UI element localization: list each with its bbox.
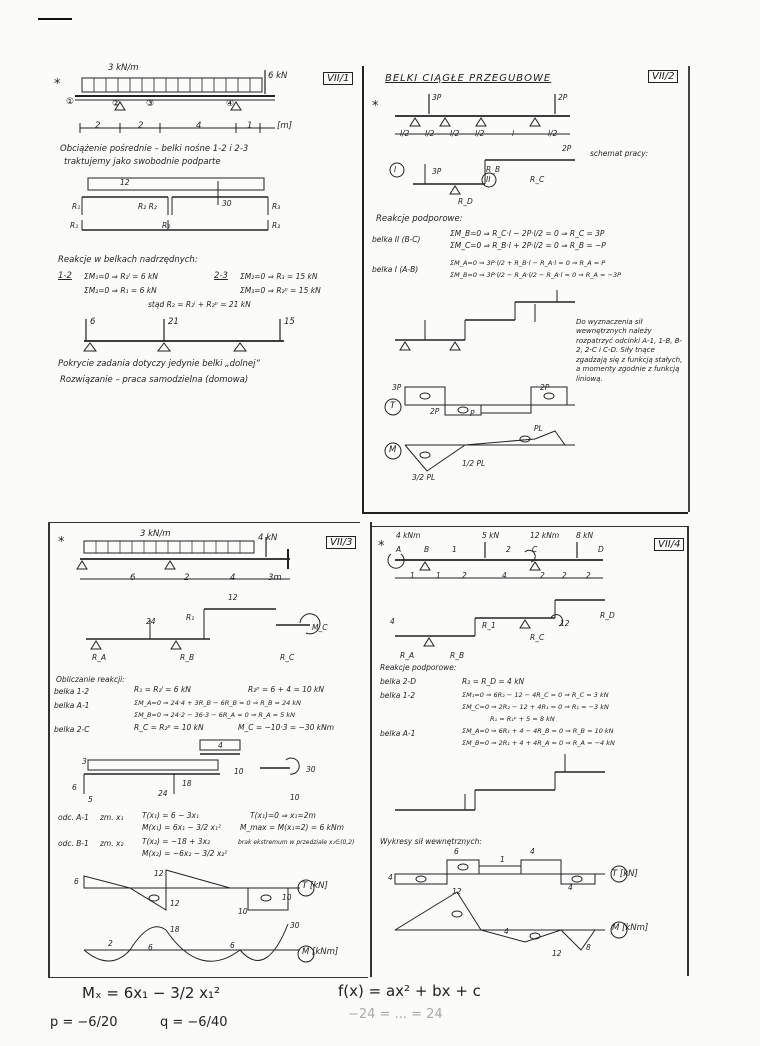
b2c-eq2-3: M_C = −10·3 = −30 kNm [238,723,335,732]
t3-val-12b: 12 [170,899,180,908]
m-unit-3: M [kNm] [302,947,339,957]
svg-text:③: ③ [146,99,155,109]
span-4: 1 [247,121,253,131]
fbd-panel2 [385,290,585,370]
supp4-c: C [532,545,538,554]
load-2p: 2P [558,93,568,102]
beam-I-eq1: ΣM_A=0 ⇒ 3P·l/2 + R_B·l − R_A·l = 0 ⇒ R_A = P [450,259,606,267]
m-diagram-label: M [389,445,397,455]
m3-val-18: 18 [170,925,180,934]
r12-eq-a: ΣM₁=0 ⇒ R₂ˡ = 6 kN [84,272,158,281]
t-val-3p: 3P [392,383,402,392]
text-line-4: Rozwiązanie – praca samodzielna (domowa) [60,375,249,385]
reakcje-title-4: Reakcje podporowe: [380,663,457,672]
span4-1a: 1 [410,571,415,580]
m4-val-4: 4 [504,927,509,936]
m3-val-2: 2 [108,939,113,948]
t3-val-12a: 12 [154,869,164,878]
bottom-formula-2: p = −6/20 [50,1015,118,1030]
t-x2: T(x₂) = −18 + 3x₂ [142,837,211,846]
text-line-1: Obciążenie pośrednie – belki nośne 1-2 i 2-3 [60,144,249,154]
beam-I-eq2: ΣM_B=0 ⇒ 3P·l/2 − R_A·l/2 − R_A·l = 0 ⇒ R_A = −3P [450,271,622,279]
svg-text:②: ② [112,99,121,109]
beam2-lbl-r2: R₂ [162,221,171,230]
span3-4: 4 [230,573,236,583]
scheme-label-II: II [486,175,491,184]
span3-3m: 3m [268,573,282,583]
m-val-pl: PL [534,424,543,433]
star-mark-4: * [378,539,385,554]
fbd2-val-24: 24 [158,789,168,798]
span-unit: [m] [277,121,292,131]
m-val-1-2pl: 1/2 PL [462,459,486,468]
schemat-label: schemat pracy: [590,149,649,158]
span4-2b: 2 [540,571,545,580]
span-1: 2 [95,121,101,131]
page-title-vii-3: VII/3 [326,536,356,549]
supp4-b: B [424,545,430,554]
t3-val-10a: 10 [238,907,248,916]
r23-eq-a: ΣM₂=0 ⇒ R₃ = 15 kN [240,272,318,281]
divider-panel2-left [362,66,364,512]
ba1-label-4: belka A-1 [380,729,416,738]
text-line-3: Pokrycie zadania dotyczy jedynie belki „dolnej” [58,359,260,369]
load-q-3: 3 kN/m [140,529,171,539]
scheme-3p: 3P [432,167,442,176]
fbd4-12: 12 [560,619,570,628]
bottom-formula-4: f(x) = ax² + bx + c [338,982,481,1000]
m-unit-4: M [kNm] [612,923,649,933]
supp4-2: 2 [506,545,511,554]
text-line-2: traktujemy jako swobodnie podparte [64,157,221,167]
t-val-2p-b: 2P [540,383,550,392]
t-diagram-label: T [390,401,396,411]
fbd2-val-10a: 10 [234,767,244,776]
t-x1: T(x₁) = 6 − 3x₁ [142,811,199,820]
fbd2-val-10b: 10 [290,793,300,802]
ba1-eq1-4: ΣM_A=0 ⇒ 6R₁ + 4 − 4R_B = 0 ⇒ R_B = 10 kN [462,727,614,735]
shear-diagram-4 [385,852,625,892]
star-mark: * [54,77,61,92]
fbd3-24: 24 [146,617,156,626]
span4-4: 4 [502,571,507,580]
r23-eq-c: stąd R₂ = R₂ˡ + R₂ᵖ = 21 kN [148,300,251,309]
m4-val-12b: 12 [552,949,562,958]
supp4-1: 1 [452,545,457,554]
m3-val-30: 30 [290,921,300,930]
section-title: BELKI CIĄGŁE PRZEGUBOWE [385,73,552,84]
beam-lbl-r1: R₁ [72,202,81,211]
fbd3-mc: M_C [312,623,328,632]
shear-diagram-3 [70,858,330,918]
star-mark-2: * [372,99,379,114]
divider-panel3-top [48,522,360,523]
final-load-15: 15 [284,317,295,327]
divider-panel3-left [48,522,50,977]
ba1-eq2-3: ΣM_B=0 ⇒ 24·2 − 36·3 − 6R_A = 0 ⇒ R_A = 5 kN [134,711,295,719]
span4-2a: 2 [462,571,467,580]
b2d-label: belka 2-D [380,677,417,686]
no-extremum: brak ekstremum w przedziale x₂∈(0,2) [238,839,355,846]
scheme-label-I: I [394,165,397,174]
span3-2: 2 [184,573,190,583]
span3-6: 6 [130,573,136,583]
load-q-label: 3 kN/m [108,63,139,73]
beam2-lbl-r3: R₃ [272,221,281,230]
load4-5kn: 5 kN [482,531,500,540]
b2c-eq-3: R_C = R₂ᵖ = 10 kN [134,723,204,732]
b12-eq1-4: ΣM₁=0 ⇒ 6R₂ − 12 − 4R_C = 0 ⇒ R_C = 3 kN [462,691,609,699]
span-l: l [512,129,515,138]
fbd2-val-6a: 6 [72,783,77,792]
beam-lbl-r2: R₂ R₂ [138,202,157,211]
m-max: M_max = M(x₁=2) = 6 kNm [240,823,344,832]
span4-2c: 2 [562,571,567,580]
b2c-label-3: belka 2-C [54,725,90,734]
scheme-rc: R_C [530,175,545,184]
t-zero: T(x₁)=0 ⇒ x₁=2m [250,811,316,820]
page-title-vii-1: VII/1 [323,72,353,85]
b12-eq2-3: R₂ᵖ = 6 + 4 = 10 kN [248,685,325,694]
r12-label: 1-2 [58,271,72,281]
load4-8kn: 8 kN [576,531,594,540]
b12-eq2-4: ΣM_C=0 ⇒ 2R₂ − 12 + 4R₁ = 0 ⇒ R₁ = −3 kN [462,703,609,711]
beam-lbl-30: 30 [222,199,232,208]
page-title-vii-4: VII/4 [654,538,684,551]
zm-x2: zm. x₂ [100,839,124,848]
load4-4knm: 4 kNm [396,531,421,540]
scheme-rb: R_B [486,165,501,174]
m-val-3-2pl: 3/2 PL [412,473,436,482]
span-l2-1: l/2 [400,129,410,138]
ba1-eq1-3: ΣM_A=0 ⇒ 24·4 + 3R_B − 6R_B = 0 ⇒ R_B = 24 kN [134,699,301,707]
t-val-2p: 2P [430,407,440,416]
fbd-panel4 [385,590,625,660]
span4-1b: 1 [436,571,441,580]
beam-I-label: belka I (A-B) [372,265,419,274]
bottom-formula-3: q = −6/40 [160,1015,228,1030]
r23-eq-b: ΣM₃=0 ⇒ R₂ᵖ = 15 kN [240,286,321,295]
fbd2-panel4 [385,750,625,830]
t-unit-4: T [kN] [612,869,638,879]
ba1-eq2-4: ΣM_B=0 ⇒ 2R₁ + 4 + 4R_A = 0 ⇒ R_A = −4 kN [462,739,615,747]
b12-label-3: belka 1-2 [54,687,90,696]
note-text: Do wyznaczenia sił wewnętrznych należy rozpatrzyć odcinki A-1, 1-B, B-2, 2-C i C-D. Siły tnące zgadzają się z funkcją stałych, a momenty zgodnie z funkcją liniową. [576,318,683,383]
b12-eq-3: R₁ = R₂ˡ = 6 kN [134,685,191,694]
span-3: 4 [196,121,202,131]
work-scheme [385,140,585,200]
scheme-2p: 2P [562,144,572,153]
beam-II-label: belka II (B-C) [372,235,421,244]
m3-val-6a: 6 [148,943,153,952]
fbd2-val-18: 18 [182,779,192,788]
t4-val-4a: 4 [388,873,393,882]
fbd4-4: 4 [390,617,395,626]
fbd4-r1: R_1 [482,621,496,630]
star-mark-3: * [58,535,65,550]
page-title-vii-2: VII/2 [648,70,678,83]
wykresy-label: Wykresy sił wewnętrznych: [380,837,482,846]
fbd2-val-4: 4 [218,741,223,750]
fbd3-rc: R_C [280,653,295,662]
divider-panel2-bottom [362,512,688,514]
beam-II-eq2: ΣM_C=0 ⇒ R_B·l + 2P·l/2 = 0 ⇒ R_B = −P [450,241,606,250]
fbd4-rc: R_C [530,633,545,642]
fbd4-rd: R_D [600,611,615,620]
divider-panel2-right [688,66,690,512]
m-x2: M(x₂) = −6x₂ − 3/2 x₂² [142,849,228,858]
t3-val-10b: 10 [282,893,292,902]
span-l2-2: l/2 [425,129,435,138]
divider-panel3-right [370,522,372,977]
span-l2-5: l/2 [548,129,558,138]
t3-val-6: 6 [74,877,79,886]
corner-mark [38,18,72,20]
beam2-lbl-r1: R₁ [70,221,79,230]
svg-text:④: ④ [226,99,235,109]
b12-eq3-4: R₁ = R₁ᵖ + 5 = 8 kN [490,715,555,723]
fbd3-r1: R₁ [186,613,195,622]
zm-x1: zm. x₁ [100,813,124,822]
bottom-formula-4b: −24 = ... = 24 [348,1007,443,1022]
t4-val-4c: 4 [568,883,573,892]
b2d-eq: R₂ = R_D = 4 kN [462,677,525,686]
m4-val-12a: 12 [452,887,462,896]
fbd2-val-30: 30 [306,765,316,774]
supp4-a: A [396,545,402,554]
reakcje-title-3: Obliczanie reakcji: [56,675,125,684]
r12-eq-b: ΣM₂=0 ⇒ R₁ = 6 kN [84,286,157,295]
r23-label: 2-3 [214,271,228,281]
fbd4-rb: R_B [450,651,465,660]
divider-panel4-top [372,526,687,527]
beam-diagram-1c [80,315,310,355]
svg-text:①: ① [66,97,75,107]
scheme-rd: R_D [458,197,473,206]
beam-lbl-r3: R₃ [272,202,281,211]
beam-top-12: 12 [120,178,130,187]
final-load-21: 21 [168,317,179,327]
t4-val-4b: 4 [530,847,535,856]
span-2: 2 [138,121,144,131]
ba1-label-3: belka A-1 [54,701,90,710]
final-load-6: 6 [90,317,96,327]
beam-II-eq1: ΣM_B=0 ⇒ R_C·l − 2P·l/2 = 0 ⇒ R_C = 3P [450,229,605,238]
fbd2-val-3: 3 [82,757,87,766]
span-l2-4: l/2 [475,129,485,138]
m4-val-8: 8 [586,943,591,952]
t-unit-3: T [kN] [302,881,328,891]
m3-val-6b: 6 [230,941,235,950]
t4-val-6: 6 [454,847,459,856]
bottom-formula-1: Mₓ = 6x₁ − 3/2 x₁² [82,984,221,1002]
span-l2-3: l/2 [450,129,460,138]
span4-2d: 2 [586,571,591,580]
fbd3-12: 12 [228,593,238,602]
shear-diagram-2 [385,375,585,425]
reakcje-title-2: Reakcje podporowe: [376,214,463,224]
odc-b1: odc. B-1 [58,839,89,848]
reactions-title: Reakcje w belkach nadrzędnych: [58,255,198,265]
load-p-3: 4 kN [258,533,278,543]
t4-val-1: 1 [500,855,505,864]
supp4-d: D [598,545,604,554]
load-3p: 3P [432,93,442,102]
fbd3-ra: R_A [92,653,107,662]
m-x1: M(x₁) = 6x₁ − 3/2 x₁² [142,823,221,832]
fbd3-rb: R_B [180,653,195,662]
load4-12knm: 12 kNm [530,531,560,540]
load-p-label: 6 kN [268,71,288,81]
odc-a1: odc. A-1 [58,813,89,822]
divider-panel4-right [687,526,689,976]
fbd4-ra: R_A [400,651,415,660]
beam-diagram-1 [60,70,360,140]
t-val-p: P [470,409,475,418]
b12-label-4: belka 1-2 [380,691,416,700]
fbd2-val-5: 5 [88,795,93,804]
